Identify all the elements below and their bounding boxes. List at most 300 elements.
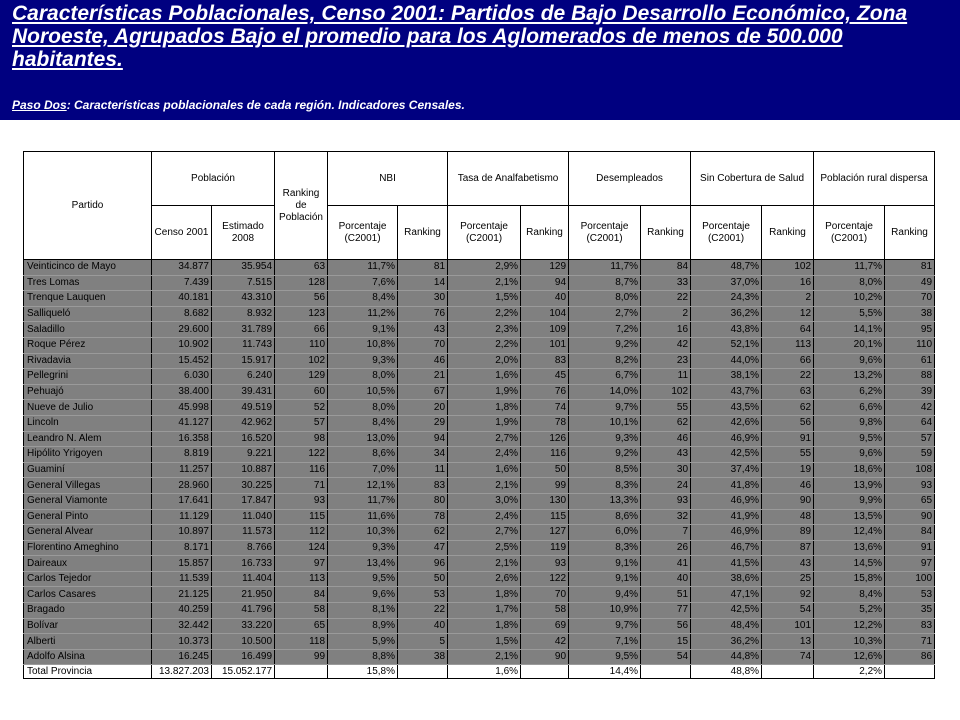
value-cell: 67 [398, 384, 448, 400]
value-cell: 34.877 [152, 260, 212, 276]
value-cell: 60 [275, 384, 328, 400]
value-cell: 8,0% [328, 369, 398, 385]
value-cell: 59 [885, 447, 935, 463]
value-cell: 7,6% [328, 275, 398, 291]
value-cell: 30.225 [212, 478, 275, 494]
table-row [24, 431, 935, 447]
value-cell: 13,4% [328, 556, 398, 572]
value-cell: 56 [641, 618, 691, 634]
value-cell: 2,0% [448, 353, 521, 369]
value-cell: 6.030 [152, 369, 212, 385]
value-cell: 1,5% [448, 291, 521, 307]
value-cell: 8.766 [212, 540, 275, 556]
value-cell: 65 [885, 493, 935, 509]
partido-cell: Florentino Ameghino [24, 540, 152, 556]
value-cell: 9,3% [569, 431, 641, 447]
header-banner [0, 0, 960, 120]
value-cell: 8,3% [569, 478, 641, 494]
value-cell: 116 [521, 447, 569, 463]
subtitle-text: : Características poblacionales de cada región. Indicadores Censales. [66, 98, 465, 112]
value-cell: 52,1% [691, 337, 762, 353]
value-cell: 74 [762, 649, 814, 665]
value-cell: 84 [275, 587, 328, 603]
value-cell: 32 [641, 509, 691, 525]
value-cell: 44,0% [691, 353, 762, 369]
value-cell: 45.998 [152, 400, 212, 416]
value-cell: 101 [521, 337, 569, 353]
header-rural: Población rural dispersa [814, 152, 935, 206]
value-cell: 96 [398, 556, 448, 572]
value-cell: 29.600 [152, 322, 212, 338]
value-cell: 5,9% [328, 634, 398, 650]
value-cell: 10,5% [328, 384, 398, 400]
value-cell: 2,4% [448, 509, 521, 525]
table-row [24, 306, 935, 322]
partido-cell: Adolfo Alsina [24, 649, 152, 665]
value-cell: 62 [641, 415, 691, 431]
value-cell: 46,9% [691, 431, 762, 447]
value-cell: 55 [641, 400, 691, 416]
value-cell: 118 [275, 634, 328, 650]
table-row [24, 478, 935, 494]
value-cell: 83 [521, 353, 569, 369]
value-cell: 2,4% [448, 447, 521, 463]
value-cell: 16 [641, 322, 691, 338]
table-row [24, 525, 935, 541]
value-cell: 7,2% [569, 322, 641, 338]
value-cell: 45 [521, 369, 569, 385]
value-cell: 7,0% [328, 462, 398, 478]
value-cell: 41,9% [691, 509, 762, 525]
value-cell: 16.733 [212, 556, 275, 572]
value-cell: 13,5% [814, 509, 885, 525]
value-cell: 9,1% [328, 322, 398, 338]
value-cell: 14,1% [814, 322, 885, 338]
value-cell: 1,6% [448, 462, 521, 478]
subtitle-link[interactable]: Paso Dos [12, 98, 67, 112]
value-cell: 2,1% [448, 556, 521, 572]
value-cell: 116 [275, 462, 328, 478]
table-row [24, 587, 935, 603]
value-cell: 11.257 [152, 462, 212, 478]
value-cell: 93 [885, 478, 935, 494]
value-cell: 2,2% [448, 306, 521, 322]
partido-cell: Trenque Lauquen [24, 291, 152, 307]
value-cell: 12,6% [814, 649, 885, 665]
value-cell: 30 [641, 462, 691, 478]
value-cell: 35.954 [212, 260, 275, 276]
partido-cell: Veinticinco de Mayo [24, 260, 152, 276]
value-cell: 83 [398, 478, 448, 494]
value-cell: 113 [762, 337, 814, 353]
value-cell: 8,2% [569, 353, 641, 369]
value-cell: 66 [762, 353, 814, 369]
value-cell: 7 [641, 525, 691, 541]
value-cell: 122 [521, 571, 569, 587]
value-cell: 63 [275, 260, 328, 276]
value-cell: 95 [885, 322, 935, 338]
value-cell: 9,1% [569, 571, 641, 587]
partido-cell: Pellegrini [24, 369, 152, 385]
value-cell: 11.743 [212, 337, 275, 353]
value-cell: 9,6% [814, 353, 885, 369]
value-cell: 10,9% [569, 603, 641, 619]
total-cell: 13.827.203 [152, 665, 212, 679]
value-cell: 40.259 [152, 603, 212, 619]
value-cell: 46,7% [691, 540, 762, 556]
value-cell: 8,3% [569, 540, 641, 556]
header-cobertura-porcentaje: Porcentaje (C2001) [691, 206, 762, 260]
value-cell: 41.796 [212, 603, 275, 619]
value-cell: 2,1% [448, 275, 521, 291]
value-cell: 1,8% [448, 587, 521, 603]
total-cell: 1,6% [448, 665, 521, 679]
total-cell: 14,4% [569, 665, 641, 679]
value-cell: 62 [762, 400, 814, 416]
total-cell [885, 665, 935, 679]
value-cell: 56 [762, 415, 814, 431]
value-cell: 2,6% [448, 571, 521, 587]
value-cell: 91 [762, 431, 814, 447]
value-cell: 11.573 [212, 525, 275, 541]
value-cell: 32.442 [152, 618, 212, 634]
value-cell: 24 [641, 478, 691, 494]
value-cell: 21.950 [212, 587, 275, 603]
value-cell: 5 [398, 634, 448, 650]
value-cell: 16.358 [152, 431, 212, 447]
total-cell [762, 665, 814, 679]
partido-cell: General Alvear [24, 525, 152, 541]
value-cell: 11,6% [328, 509, 398, 525]
value-cell: 71 [885, 634, 935, 650]
value-cell: 8.682 [152, 306, 212, 322]
value-cell: 9,9% [814, 493, 885, 509]
value-cell: 76 [398, 306, 448, 322]
value-cell: 38,6% [691, 571, 762, 587]
value-cell: 51 [641, 587, 691, 603]
value-cell: 62 [398, 525, 448, 541]
value-cell: 6,7% [569, 369, 641, 385]
value-cell: 42,6% [691, 415, 762, 431]
value-cell: 43 [398, 322, 448, 338]
value-cell: 40 [398, 618, 448, 634]
value-cell: 23 [641, 353, 691, 369]
value-cell: 37,0% [691, 275, 762, 291]
header-desemp-ranking: Ranking [641, 206, 691, 260]
value-cell: 10.897 [152, 525, 212, 541]
value-cell: 129 [275, 369, 328, 385]
value-cell: 12,1% [328, 478, 398, 494]
value-cell: 9,5% [569, 649, 641, 665]
value-cell: 110 [885, 337, 935, 353]
value-cell: 80 [398, 493, 448, 509]
partido-cell: Saladillo [24, 322, 152, 338]
partido-cell: Tres Lomas [24, 275, 152, 291]
value-cell: 5,2% [814, 603, 885, 619]
value-cell: 43,5% [691, 400, 762, 416]
partido-cell: Carlos Casares [24, 587, 152, 603]
table-row [24, 462, 935, 478]
value-cell: 14,0% [569, 384, 641, 400]
value-cell: 29 [398, 415, 448, 431]
table-row [24, 337, 935, 353]
value-cell: 58 [521, 603, 569, 619]
total-cell [275, 665, 328, 679]
value-cell: 1,6% [448, 369, 521, 385]
value-cell: 109 [521, 322, 569, 338]
value-cell: 56 [275, 291, 328, 307]
value-cell: 78 [398, 509, 448, 525]
value-cell: 15,8% [814, 571, 885, 587]
value-cell: 64 [762, 322, 814, 338]
value-cell: 1,9% [448, 415, 521, 431]
header-nbi-ranking: Ranking [398, 206, 448, 260]
value-cell: 12 [762, 306, 814, 322]
value-cell: 2,3% [448, 322, 521, 338]
header-analfabetismo: Tasa de Analfabetismo [448, 152, 569, 206]
value-cell: 9,6% [814, 447, 885, 463]
header-partido: Partido [24, 152, 152, 260]
value-cell: 115 [275, 509, 328, 525]
value-cell: 92 [762, 587, 814, 603]
value-cell: 89 [762, 525, 814, 541]
value-cell: 84 [641, 260, 691, 276]
value-cell: 98 [275, 431, 328, 447]
value-cell: 9,6% [328, 587, 398, 603]
value-cell: 18,6% [814, 462, 885, 478]
table-row [24, 509, 935, 525]
value-cell: 2 [762, 291, 814, 307]
value-cell: 48,4% [691, 618, 762, 634]
value-cell: 9,4% [569, 587, 641, 603]
value-cell: 93 [275, 493, 328, 509]
value-cell: 1,8% [448, 400, 521, 416]
value-cell: 5,5% [814, 306, 885, 322]
table-row [24, 322, 935, 338]
value-cell: 3,0% [448, 493, 521, 509]
value-cell: 1,8% [448, 618, 521, 634]
value-cell: 8,1% [328, 603, 398, 619]
partido-cell: Daireaux [24, 556, 152, 572]
value-cell: 61 [885, 353, 935, 369]
value-cell: 40 [641, 571, 691, 587]
table-row [24, 540, 935, 556]
value-cell: 10.373 [152, 634, 212, 650]
partido-cell: Alberti [24, 634, 152, 650]
header-estimado2008: Estimado 2008 [212, 206, 275, 260]
partido-cell: Guaminí [24, 462, 152, 478]
value-cell: 42,5% [691, 447, 762, 463]
value-cell: 16.520 [212, 431, 275, 447]
value-cell: 1,5% [448, 634, 521, 650]
value-cell: 112 [275, 525, 328, 541]
value-cell: 86 [885, 649, 935, 665]
value-cell: 99 [275, 649, 328, 665]
value-cell: 36,2% [691, 634, 762, 650]
value-cell: 1,9% [448, 384, 521, 400]
value-cell: 13,0% [328, 431, 398, 447]
value-cell: 2,1% [448, 649, 521, 665]
value-cell: 42 [521, 634, 569, 650]
table-row [24, 260, 935, 276]
value-cell: 41.127 [152, 415, 212, 431]
value-cell: 48,7% [691, 260, 762, 276]
partido-cell: Lincoln [24, 415, 152, 431]
value-cell: 8,7% [569, 275, 641, 291]
value-cell: 9,5% [328, 571, 398, 587]
value-cell: 2,9% [448, 260, 521, 276]
value-cell: 53 [398, 587, 448, 603]
table-row [24, 353, 935, 369]
value-cell: 113 [275, 571, 328, 587]
value-cell: 130 [521, 493, 569, 509]
header-ranking-poblacion: Ranking de Población [275, 152, 328, 260]
value-cell: 48 [762, 509, 814, 525]
value-cell: 1,7% [448, 603, 521, 619]
partido-cell: Bragado [24, 603, 152, 619]
partido-cell: Salliqueló [24, 306, 152, 322]
value-cell: 46 [641, 431, 691, 447]
value-cell: 99 [521, 478, 569, 494]
value-cell: 43,7% [691, 384, 762, 400]
value-cell: 11,7% [814, 260, 885, 276]
value-cell: 94 [398, 431, 448, 447]
value-cell: 12,4% [814, 525, 885, 541]
value-cell: 10.902 [152, 337, 212, 353]
value-cell: 53 [885, 587, 935, 603]
value-cell: 8,8% [328, 649, 398, 665]
value-cell: 2,7% [569, 306, 641, 322]
value-cell: 14,5% [814, 556, 885, 572]
value-cell: 9.221 [212, 447, 275, 463]
value-cell: 88 [885, 369, 935, 385]
value-cell: 6.240 [212, 369, 275, 385]
value-cell: 50 [398, 571, 448, 587]
value-cell: 93 [521, 556, 569, 572]
value-cell: 8,0% [814, 275, 885, 291]
page-title: Características Poblacionales, Censo 2001: Partidos de Bajo Desarrollo Económico, Zona Noroeste, Agrupados Bajo el promedio para los Aglomerados de menos de 500.000 habitantes. [12, 2, 908, 71]
value-cell: 39 [885, 384, 935, 400]
table-row [24, 571, 935, 587]
value-cell: 57 [885, 431, 935, 447]
value-cell: 6,2% [814, 384, 885, 400]
value-cell: 11,2% [328, 306, 398, 322]
value-cell: 47,1% [691, 587, 762, 603]
value-cell: 47 [398, 540, 448, 556]
value-cell: 2,2% [448, 337, 521, 353]
value-cell: 2,7% [448, 525, 521, 541]
value-cell: 19 [762, 462, 814, 478]
value-cell: 17.641 [152, 493, 212, 509]
total-cell: 15,8% [328, 665, 398, 679]
value-cell: 11 [641, 369, 691, 385]
value-cell: 8.819 [152, 447, 212, 463]
value-cell: 55 [762, 447, 814, 463]
partido-cell: Pehuajó [24, 384, 152, 400]
value-cell: 40 [521, 291, 569, 307]
value-cell: 66 [275, 322, 328, 338]
header-desemp-porcentaje: Porcentaje (C2001) [569, 206, 641, 260]
value-cell: 43 [641, 447, 691, 463]
value-cell: 84 [885, 525, 935, 541]
value-cell: 90 [762, 493, 814, 509]
value-cell: 17.847 [212, 493, 275, 509]
value-cell: 42,5% [691, 603, 762, 619]
value-cell: 14 [398, 275, 448, 291]
value-cell: 33 [641, 275, 691, 291]
value-cell: 2,7% [448, 431, 521, 447]
value-cell: 2,5% [448, 540, 521, 556]
value-cell: 90 [521, 649, 569, 665]
partido-cell: Roque Pérez [24, 337, 152, 353]
value-cell: 11.539 [152, 571, 212, 587]
value-cell: 94 [521, 275, 569, 291]
value-cell: 22 [762, 369, 814, 385]
value-cell: 28.960 [152, 478, 212, 494]
value-cell: 10,2% [814, 291, 885, 307]
value-cell: 13,9% [814, 478, 885, 494]
value-cell: 71 [275, 478, 328, 494]
partido-cell: Bolívar [24, 618, 152, 634]
table-row [24, 634, 935, 650]
table-row [24, 493, 935, 509]
header-sin-cobertura: Sin Cobertura de Salud [691, 152, 814, 206]
value-cell: 21.125 [152, 587, 212, 603]
value-cell: 9,3% [328, 353, 398, 369]
table-row [24, 603, 935, 619]
value-cell: 26 [641, 540, 691, 556]
value-cell: 54 [641, 649, 691, 665]
value-cell: 76 [521, 384, 569, 400]
header-analf-porcentaje: Porcentaje (C2001) [448, 206, 521, 260]
value-cell: 8,0% [328, 400, 398, 416]
value-cell: 102 [641, 384, 691, 400]
value-cell: 16.499 [212, 649, 275, 665]
value-cell: 38,1% [691, 369, 762, 385]
value-cell: 104 [521, 306, 569, 322]
header-poblacion: Población [152, 152, 275, 206]
value-cell: 57 [275, 415, 328, 431]
value-cell: 24,3% [691, 291, 762, 307]
value-cell: 8.932 [212, 306, 275, 322]
partido-cell: Rivadavia [24, 353, 152, 369]
value-cell: 11,7% [569, 260, 641, 276]
value-cell: 38.400 [152, 384, 212, 400]
value-cell: 41 [641, 556, 691, 572]
value-cell: 11.404 [212, 571, 275, 587]
value-cell: 128 [275, 275, 328, 291]
value-cell: 7,1% [569, 634, 641, 650]
header-nbi: NBI [328, 152, 448, 206]
partido-cell: Hipólito Yrigoyen [24, 447, 152, 463]
value-cell: 77 [641, 603, 691, 619]
value-cell: 8.171 [152, 540, 212, 556]
value-cell: 7.515 [212, 275, 275, 291]
value-cell: 13 [762, 634, 814, 650]
partido-cell: Carlos Tejedor [24, 571, 152, 587]
table-row [24, 275, 935, 291]
header-nbi-porcentaje: Porcentaje (C2001) [328, 206, 398, 260]
value-cell: 8,6% [569, 509, 641, 525]
value-cell: 11.040 [212, 509, 275, 525]
value-cell: 78 [521, 415, 569, 431]
value-cell: 25 [762, 571, 814, 587]
value-cell: 36,2% [691, 306, 762, 322]
value-cell: 34 [398, 447, 448, 463]
value-cell: 81 [885, 260, 935, 276]
value-cell: 15.452 [152, 353, 212, 369]
value-cell: 46 [762, 478, 814, 494]
